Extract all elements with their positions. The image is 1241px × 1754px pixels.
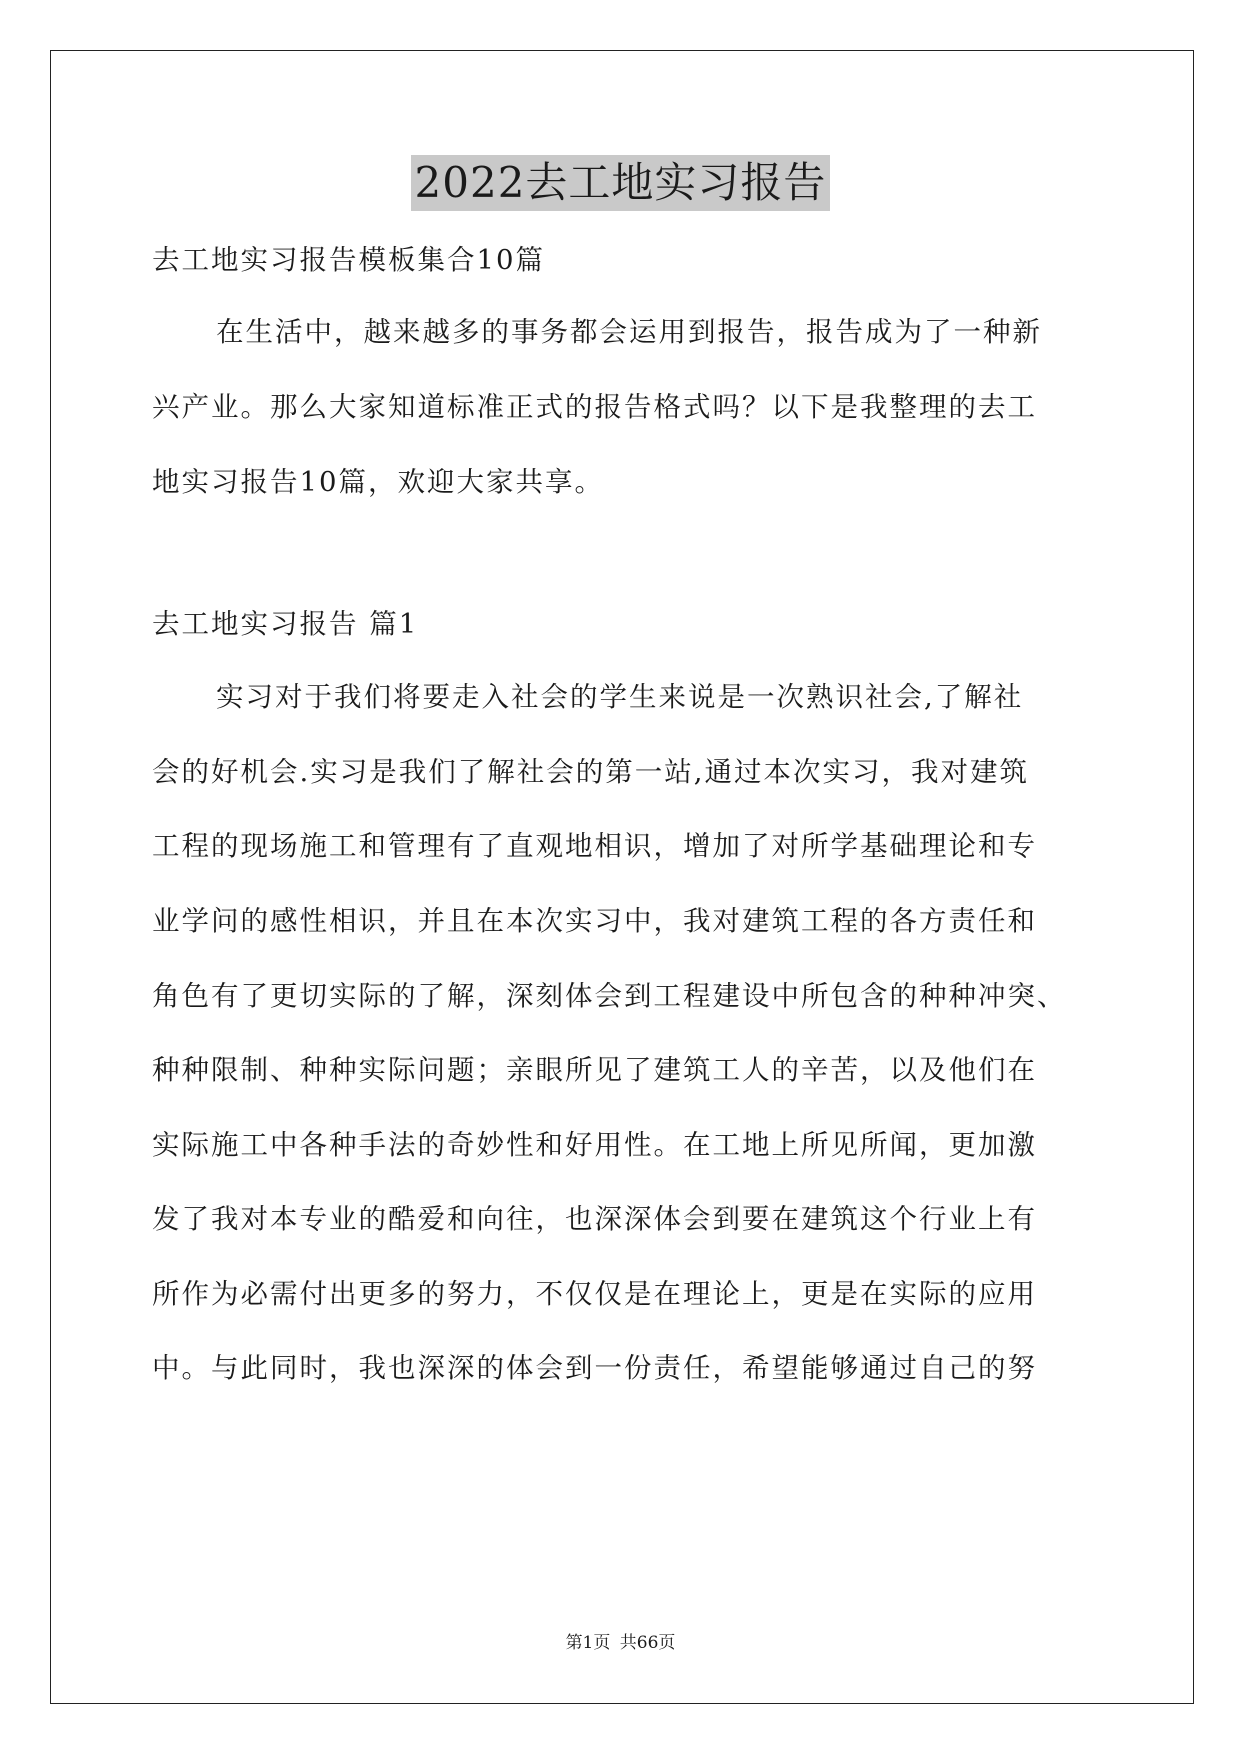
body-line: 实际施工中各种手法的奇妙性和好用性。在工地上所见所闻，更加激 (152, 1129, 1037, 1161)
body-line: 会的好机会.实习是我们了解社会的第一站,通过本次实习，我对建筑 (152, 756, 1029, 788)
body-line: 实习对于我们将要走入社会的学生来说是一次熟识社会,了解社 (216, 681, 1024, 713)
page-border (50, 50, 1194, 1704)
body-line: 发了我对本专业的酷爱和向往，也深深体会到要在建筑这个行业上有 (152, 1203, 1037, 1235)
document-title: 2022去工地实习报告 (411, 155, 831, 211)
intro-line: 兴产业。那么大家知道标准正式的报告格式吗？以下是我整理的去工 (152, 391, 1037, 423)
body-line: 工程的现场施工和管理有了直观地相识，增加了对所学基础理论和专 (152, 830, 1037, 862)
intro-line: 在生活中，越来越多的事务都会运用到报告，报告成为了一种新 (216, 316, 1042, 348)
body-line: 业学问的感性相识，并且在本次实习中，我对建筑工程的各方责任和 (152, 905, 1037, 937)
document-subtitle: 去工地实习报告模板集合10篇 (152, 244, 545, 276)
title-wrap (0, 155, 1241, 211)
body-line: 中。与此同时，我也深深的体会到一份责任，希望能够通过自己的努 (152, 1352, 1037, 1384)
page-number: 第1页 (565, 1633, 611, 1653)
section-heading: 去工地实习报告 篇1 (152, 608, 419, 640)
intro-line: 地实习报告10篇，欢迎大家共享。 (152, 466, 604, 498)
body-line: 角色有了更切实际的了解，深刻体会到工程建设中所包含的种种冲突、 (152, 980, 1067, 1012)
body-line: 所作为必需付出更多的努力，不仅仅是在理论上，更是在实际的应用 (152, 1278, 1037, 1310)
body-line: 种种限制、种种实际问题；亲眼所见了建筑工人的辛苦，以及他们在 (152, 1054, 1037, 1086)
page-total: 共66页 (619, 1633, 676, 1653)
page-footer (0, 1632, 1241, 1654)
